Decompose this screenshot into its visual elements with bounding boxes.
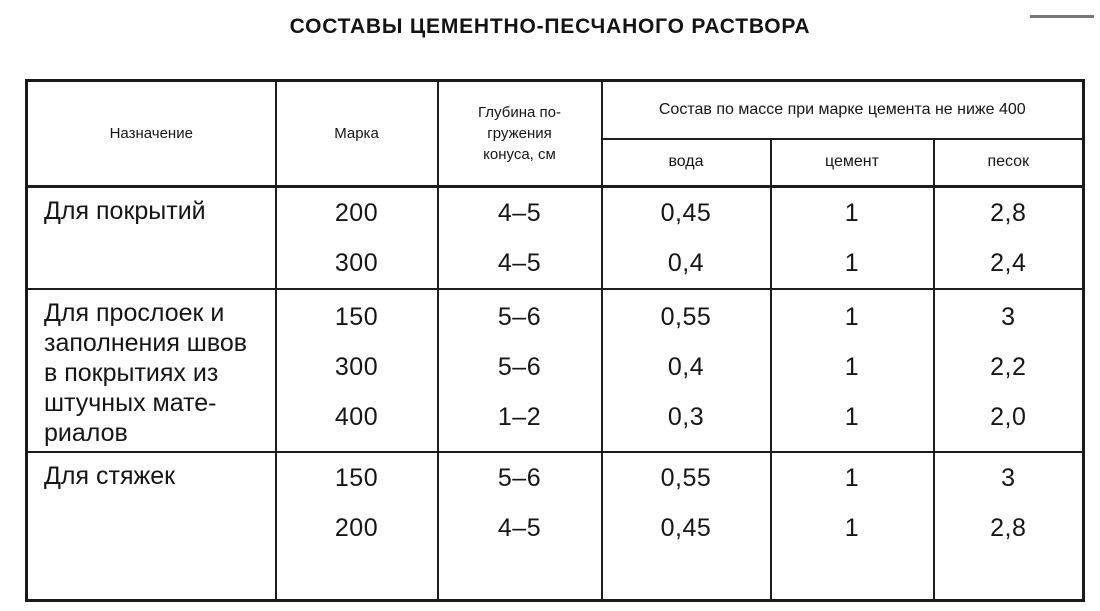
water-value: 0,45 <box>660 513 712 542</box>
purpose-text: штучных мате- <box>44 389 217 417</box>
mortar-composition-table <box>25 79 1085 602</box>
purpose-text: Для покрытий <box>44 197 206 225</box>
sand-value: 3 <box>1001 302 1016 331</box>
grade-value: 200 <box>334 198 379 227</box>
cone-depth-cell <box>438 289 602 452</box>
grade-cell <box>276 187 438 290</box>
sand-cell <box>934 452 1084 600</box>
cement-cell <box>771 452 934 600</box>
sand-value: 2,2 <box>990 352 1027 381</box>
page-title: СОСТАВЫ ЦЕМЕНТНО-ПЕСЧАНОГО РАСТВОРА <box>289 15 811 38</box>
cone-depth-header-line: гружения <box>487 125 552 142</box>
scan-artifact-line <box>1030 15 1094 18</box>
table-row-group-interlayers <box>27 289 1084 452</box>
water-value: 0,4 <box>667 248 705 277</box>
purpose-cell <box>27 187 276 290</box>
water-value: 0,55 <box>660 463 712 492</box>
water-value: 0,4 <box>667 352 705 381</box>
col-header-composition: Состав по массе при марке цемента не ниже 400 <box>602 81 1084 139</box>
purpose-text: риалов <box>44 419 128 447</box>
col-header-sand: песок <box>934 139 1084 187</box>
table-row-group-coatings <box>27 187 1084 290</box>
cement-value: 1 <box>844 248 860 277</box>
cone-depth-value: 4–5 <box>497 248 542 277</box>
water-value: 0,55 <box>660 302 712 331</box>
purpose-text: Для прослоек и <box>44 299 225 327</box>
water-value: 0,45 <box>660 198 712 227</box>
grade-cell <box>276 289 438 452</box>
sand-value: 2,0 <box>990 402 1027 431</box>
cement-cell <box>771 187 934 290</box>
grade-cell <box>276 452 438 600</box>
grade-value: 300 <box>334 352 379 381</box>
cement-value: 1 <box>844 302 860 331</box>
purpose-text: в покрытиях из <box>44 359 219 387</box>
grade-value: 400 <box>334 402 379 431</box>
cement-value: 1 <box>844 198 860 227</box>
cement-value: 1 <box>844 513 860 542</box>
cement-value: 1 <box>844 463 860 492</box>
purpose-cell <box>27 452 276 600</box>
col-header-water: вода <box>602 139 771 187</box>
cone-depth-header-line: конуса, см <box>483 146 556 163</box>
cement-value: 1 <box>844 352 860 381</box>
grade-value: 150 <box>334 463 379 492</box>
cement-value: 1 <box>844 402 860 431</box>
purpose-text: Для стяжек <box>44 462 176 490</box>
water-cell <box>602 187 771 290</box>
cone-depth-value: 5–6 <box>497 352 542 381</box>
scanned-document-page <box>0 15 1100 611</box>
grade-value: 150 <box>334 302 379 331</box>
purpose-text: заполнения швов <box>44 329 248 357</box>
water-cell <box>602 452 771 600</box>
col-header-cement: цемент <box>771 139 934 187</box>
col-header-grade: Марка <box>276 81 438 187</box>
sand-value: 3 <box>1001 463 1016 492</box>
grade-value: 200 <box>334 513 379 542</box>
grade-value: 300 <box>334 248 379 277</box>
purpose-cell <box>27 289 276 452</box>
cone-depth-cell <box>438 187 602 290</box>
col-header-cone-depth <box>438 81 602 187</box>
col-header-purpose: Назначение <box>27 81 276 187</box>
cone-depth-value: 4–5 <box>497 513 542 542</box>
cone-depth-cell <box>438 452 602 600</box>
sand-value: 2,8 <box>990 513 1027 542</box>
table-header <box>27 81 1084 187</box>
cement-cell <box>771 289 934 452</box>
water-cell <box>602 289 771 452</box>
sand-cell <box>934 187 1084 290</box>
water-value: 0,3 <box>667 402 705 431</box>
cone-depth-value: 1–2 <box>497 402 542 431</box>
sand-cell <box>934 289 1084 452</box>
sand-value: 2,4 <box>990 248 1027 277</box>
cone-depth-value: 5–6 <box>497 463 542 492</box>
cone-depth-value: 4–5 <box>497 198 542 227</box>
table-row-group-screeds <box>27 452 1084 600</box>
cone-depth-value: 5–6 <box>497 302 542 331</box>
cone-depth-header-line: Глубина по- <box>478 104 561 121</box>
table-body <box>27 187 1084 601</box>
sand-value: 2,8 <box>990 198 1027 227</box>
